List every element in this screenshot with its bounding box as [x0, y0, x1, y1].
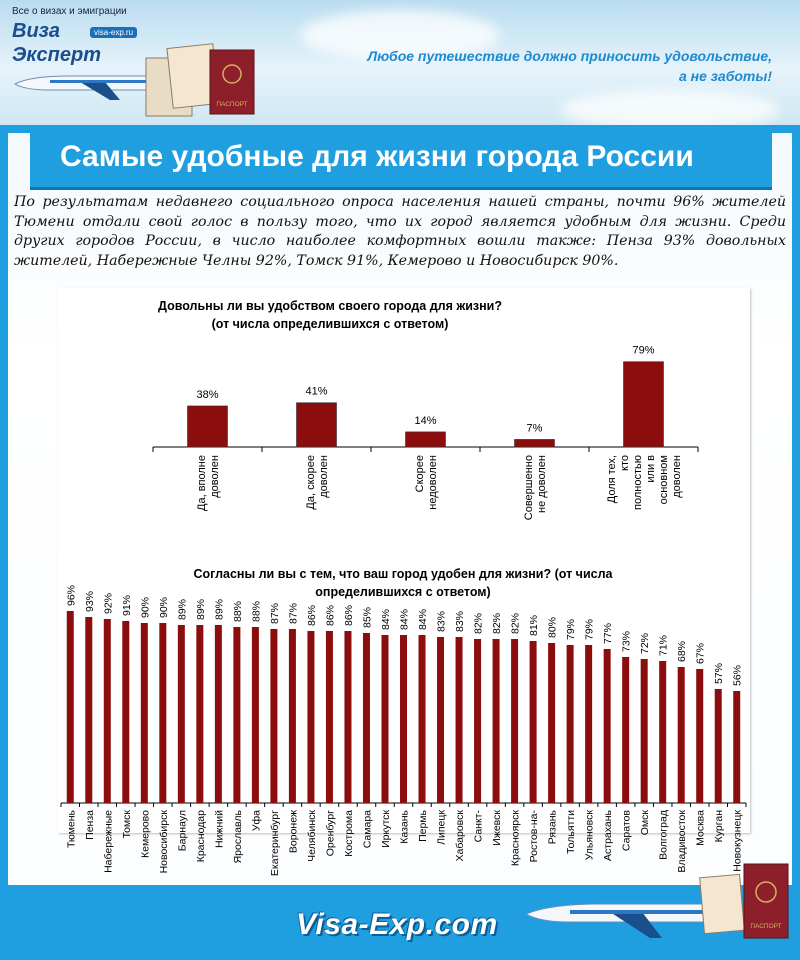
chart2-category-label: Омск: [639, 810, 652, 836]
chart2-bar: [270, 629, 277, 803]
page-title: Самые удобные для жизни города России: [60, 140, 694, 173]
chart2-category-label: Пенза: [83, 810, 96, 840]
chart1-category-label: Да, вполне: [196, 455, 208, 511]
chart2-bar: [178, 625, 185, 803]
chart2-category-label: Астрахань: [602, 810, 615, 861]
chart2-data-label: 93%: [83, 590, 96, 612]
chart2-bar: [344, 631, 351, 803]
chart1-bar: [515, 439, 555, 447]
chart2-title: Согласны ли вы с тем, что ваш город удобен для жизни? (от числа: [193, 567, 613, 581]
chart2-category-label: Красноярск: [509, 810, 522, 867]
logo-expert[interactable]: Эксперт: [12, 44, 101, 66]
chart2-data-label: 88%: [231, 600, 244, 622]
chart2-category-label: Москва: [694, 810, 707, 846]
chart2-data-label: 67%: [694, 642, 707, 664]
header-tagline: Все о визах и эмиграции: [12, 6, 127, 17]
chart2-data-label: 57%: [713, 662, 726, 684]
chart2-data-label: 79%: [565, 618, 578, 640]
chart2-bar: [419, 635, 426, 803]
chart1-bar: [624, 362, 664, 447]
chart2-bar: [715, 689, 722, 803]
chart2-data-label: 92%: [102, 592, 115, 614]
chart2-data-label: 87%: [287, 602, 300, 624]
chart2-category-label: Барнаул: [176, 810, 189, 852]
chart1-title: Довольны ли вы удобством своего города для жизни?: [158, 299, 502, 313]
slogan: [302, 46, 772, 86]
chart2-data-label: 96%: [65, 584, 78, 606]
chart2-bar: [659, 661, 666, 803]
chart2-bar: [159, 623, 166, 803]
chart2-category-label: Кемерово: [139, 810, 152, 858]
chart1-category-label: основном: [658, 455, 670, 505]
chart2-bar: [400, 635, 407, 803]
chart2-data-label: 86%: [342, 604, 355, 626]
chart2-bar: [696, 669, 703, 803]
chart2-category-label: Саратов: [620, 810, 633, 852]
chart2-data-label: 83%: [435, 610, 448, 632]
chart2-bar: [493, 639, 500, 803]
chart2-data-label: 84%: [379, 608, 392, 630]
chart2-category-label: Тольятти: [565, 810, 578, 854]
chart2-bar: [456, 637, 463, 803]
chart2-bar: [474, 639, 481, 803]
chart-panel: [58, 288, 750, 877]
chart2-category-label: Санкт-: [472, 810, 485, 843]
chart2-bar: [585, 645, 592, 803]
chart1-subtitle: (от числа определившихся с ответом): [211, 317, 449, 331]
chart2-bar: [289, 629, 296, 803]
chart2-data-label: 80%: [546, 616, 559, 638]
chart2-category-label: Липецк: [435, 810, 448, 845]
chart2-category-label: Волгоград: [657, 810, 670, 860]
chart2-bar: [622, 657, 629, 803]
chart2-data-label: 86%: [324, 604, 337, 626]
chart2-data-label: 84%: [398, 608, 411, 630]
chart2-category-label: Самара: [361, 810, 374, 849]
chart1-category-label: доволен: [671, 455, 683, 498]
chart2-data-label: 82%: [472, 612, 485, 634]
chart1-data-label: 79%: [632, 344, 655, 357]
chart2-subtitle: определившихся с ответом): [315, 585, 491, 599]
intro-paragraph: По результатам недавнего социального опроса населения нашей страны, почти 96% жителей Тюмени отдали свой голос в пользу того, что их город является удобным для жизни. Среди других городов России, в число наиболее комфортных вошли также: Пенза 93% довольных жителей, Набережные Челны 92%, Томск 91%, Кемерово и Новосибирск 90%.: [14, 194, 786, 269]
chart2-data-label: 82%: [491, 612, 504, 634]
chart2-data-label: 87%: [268, 602, 281, 624]
chart2-bar: [141, 623, 148, 803]
chart2-bar: [326, 631, 333, 803]
chart2-bar: [678, 667, 685, 803]
chart2-category-label: Томск: [120, 810, 133, 839]
chart2-category-label: Новосибирск: [157, 810, 170, 874]
chart2-bar: [363, 633, 370, 803]
chart2-bar: [252, 627, 259, 803]
chart1-category-label: Скорее: [414, 455, 426, 493]
chart2-category-label: Ярославль: [231, 810, 244, 864]
chart1-bar: [297, 403, 337, 447]
cloud-decoration: [560, 90, 780, 130]
chart2-data-label: 91%: [120, 594, 133, 616]
chart1-category-label: Да, скорее: [305, 455, 317, 510]
chart2-bar: [604, 649, 611, 803]
passport-label: ПАСПОРТ: [750, 923, 782, 930]
chart1-category-label: Совершенно: [523, 455, 535, 521]
chart2-data-label: 89%: [213, 598, 226, 620]
chart2-data-label: 82%: [509, 612, 522, 634]
chart1-category-label: Доля тех,: [606, 455, 618, 504]
chart2-bar: [233, 627, 240, 803]
chart1-bar: [406, 432, 446, 447]
chart2-data-label: 77%: [602, 622, 615, 644]
chart2-data-label: 88%: [250, 600, 263, 622]
chart2-data-label: 83%: [454, 610, 467, 632]
chart2-bar: [567, 645, 574, 803]
chart2-bar: [381, 635, 388, 803]
chart2-bar: [437, 637, 444, 803]
chart2-category-label: Ростов-на-: [528, 810, 541, 863]
chart1-category-label: полностью: [632, 455, 644, 510]
chart2-bar: [196, 625, 203, 803]
chart2-data-label: 84%: [417, 608, 430, 630]
chart2-bar: [122, 621, 129, 803]
chart2-category-label: Иркутск: [379, 810, 392, 848]
chart2-data-label: 72%: [639, 632, 652, 654]
chart2-data-label: 81%: [528, 614, 541, 636]
passport-label: ПАСПОРТ: [216, 101, 248, 108]
logo-url-badge[interactable]: visa-exp.ru: [90, 27, 137, 38]
chart2-category-label: Оренбург: [324, 810, 337, 857]
chart2-data-label: 86%: [305, 604, 318, 626]
footer-site-link[interactable]: Visa-Exp.com: [296, 908, 498, 941]
chart1-bar: [188, 406, 228, 447]
chart2-category-label: Казань: [398, 810, 411, 844]
chart2-data-label: 90%: [157, 596, 170, 618]
chart1: [153, 345, 698, 521]
chart2-data-label: 89%: [194, 598, 207, 620]
chart2-category-label: Уфа: [250, 810, 263, 832]
chart2: [61, 585, 746, 876]
chart1-data-label: 41%: [305, 385, 328, 398]
chart2-bar: [641, 659, 648, 803]
chart1-data-label: 14%: [414, 414, 437, 427]
chart2-category-label: Новокузнецк: [731, 810, 744, 872]
chart2-data-label: 85%: [361, 606, 374, 628]
chart2-category-label: Рязань: [546, 810, 559, 845]
chart2-data-label: 89%: [176, 598, 189, 620]
chart2-bar: [85, 617, 92, 803]
chart1-data-label: 38%: [196, 388, 219, 401]
chart2-category-label: Хабаровск: [454, 810, 467, 862]
chart2-data-label: 90%: [139, 596, 152, 618]
chart2-bar: [733, 691, 740, 803]
chart2-data-label: 71%: [657, 634, 670, 656]
chart2-bar: [548, 643, 555, 803]
chart2-category-label: Ульяновск: [583, 810, 596, 861]
slogan-line-1: Любое путешествие должно приносить удовольствие,: [367, 48, 772, 64]
chart2-category-label: Курган: [713, 810, 726, 843]
chart2-category-label: Нижний: [213, 810, 226, 849]
passport-stack-icon: [700, 856, 792, 946]
chart2-bar: [104, 619, 111, 803]
chart2-category-label: Челябинск: [305, 810, 318, 862]
chart2-data-label: 73%: [620, 630, 633, 652]
chart1-category-label: недоволен: [427, 455, 439, 510]
chart1-category-label: кто: [619, 455, 631, 471]
chart2-bar: [215, 625, 222, 803]
chart2-bar: [307, 631, 314, 803]
chart1-category-label: не доволен: [536, 455, 548, 513]
chart2-data-label: 68%: [676, 640, 689, 662]
chart2-category-label: Краснодар: [194, 810, 207, 863]
logo-viza[interactable]: Виза: [12, 20, 60, 42]
chart2-bar: [511, 639, 518, 803]
chart2-data-label: 79%: [583, 618, 596, 640]
charts-svg: [58, 288, 750, 877]
chart2-bar: [67, 611, 74, 803]
chart2-category-label: Кострома: [342, 810, 355, 857]
chart1-data-label: 7%: [526, 422, 543, 435]
chart2-category-label: Екатеринбург: [268, 810, 281, 877]
chart2-category-label: Ижевск: [491, 810, 504, 846]
chart2-category-label: Воронеж: [287, 810, 300, 854]
chart1-category-label: доволен: [209, 455, 221, 498]
passport-stack-icon: [140, 40, 260, 120]
chart1-category-label: доволен: [318, 455, 330, 498]
chart2-category-label: Пермь: [417, 810, 430, 842]
slogan-line-2: а не заботы!: [678, 68, 772, 84]
chart2-category-label: Владивосток: [676, 810, 689, 873]
chart2-data-label: 56%: [731, 664, 744, 686]
chart1-category-label: или в: [645, 455, 657, 483]
chart2-category-label: Набережные: [102, 810, 115, 873]
chart2-category-label: Тюмень: [65, 810, 78, 849]
chart2-bar: [530, 641, 537, 803]
